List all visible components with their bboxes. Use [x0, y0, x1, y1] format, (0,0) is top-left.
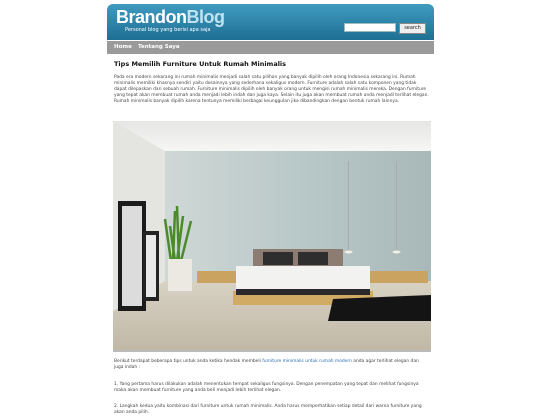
nav-item-home[interactable]: Home	[114, 44, 132, 50]
site-tagline: Personal blog yang berisi apa saja	[125, 27, 211, 33]
site-logo[interactable]	[116, 7, 225, 28]
body-text-after-link: anda agar terlihat elegan dan juga indah :	[114, 359, 419, 370]
page-container	[107, 4, 434, 415]
post-intro: Pada era modern sekarang ini rumah minimalis menjadi salah satu pilihan yang banyak dipilih oleh orang Indonesia sekarang ini. Rumah minimalis memiliki khasnya sendiri yaitu desainnya yang sederhana sekaligus modern. Furniture adalah salah satu komponen yang tidak dapat dilepaskan dari sebuah rumah. Furniture minimalis dipilih oleh banyak orang untuk mengisi rumah minimalis mereka. Dengan furniture yang tepat akan membuat rumah anda menjadi lebih indah dan juga kaya. Selain itu juga akan membuat rumah anda menjadi terlihat elegan. Rumah minimalis banyak dipilih karena tentunya memiliki berbagai keunggulan jika dibandingkan dengan bentuk rumah lainnya.	[114, 75, 429, 104]
post-content	[113, 54, 431, 415]
logo-part-2: Blog	[186, 7, 225, 27]
post-title[interactable]: Tips Memilih Furniture Untuk Rumah Minimalis	[114, 60, 287, 68]
furniture-link[interactable]: furniture minimalis untuk rumah modern	[262, 359, 352, 364]
post-body-paragraph	[114, 359, 429, 371]
site-header	[107, 4, 434, 40]
body-text-before-link: Berikut terdapat beberapa tips untuk anda ketika hendak membeli	[114, 359, 263, 364]
nav-bar	[107, 41, 434, 54]
post-image	[113, 121, 431, 352]
post-tip-1: 1. Yang pertama harus dilakukan adalah menentukan tempat sekaligus fungsinya. Dengan penempatan yang tepat dan melihat fungsinya maka akan membuat furniture yang anda beli menjadi lebih terlihat elegan.	[114, 382, 419, 393]
search-input[interactable]	[344, 23, 396, 32]
logo-part-1: Brandon	[116, 7, 187, 27]
search-button[interactable]: search	[399, 23, 426, 34]
nav-item-tentang-saya[interactable]: Tentang Saya	[138, 44, 180, 50]
post-tip-2: 2. Langkah kedua yaitu kombinasi dari furniture untuk rumah minimalis. Anda harus memperhatikan setiap detail dari warna furniture yang akan anda pilih.	[114, 404, 422, 415]
